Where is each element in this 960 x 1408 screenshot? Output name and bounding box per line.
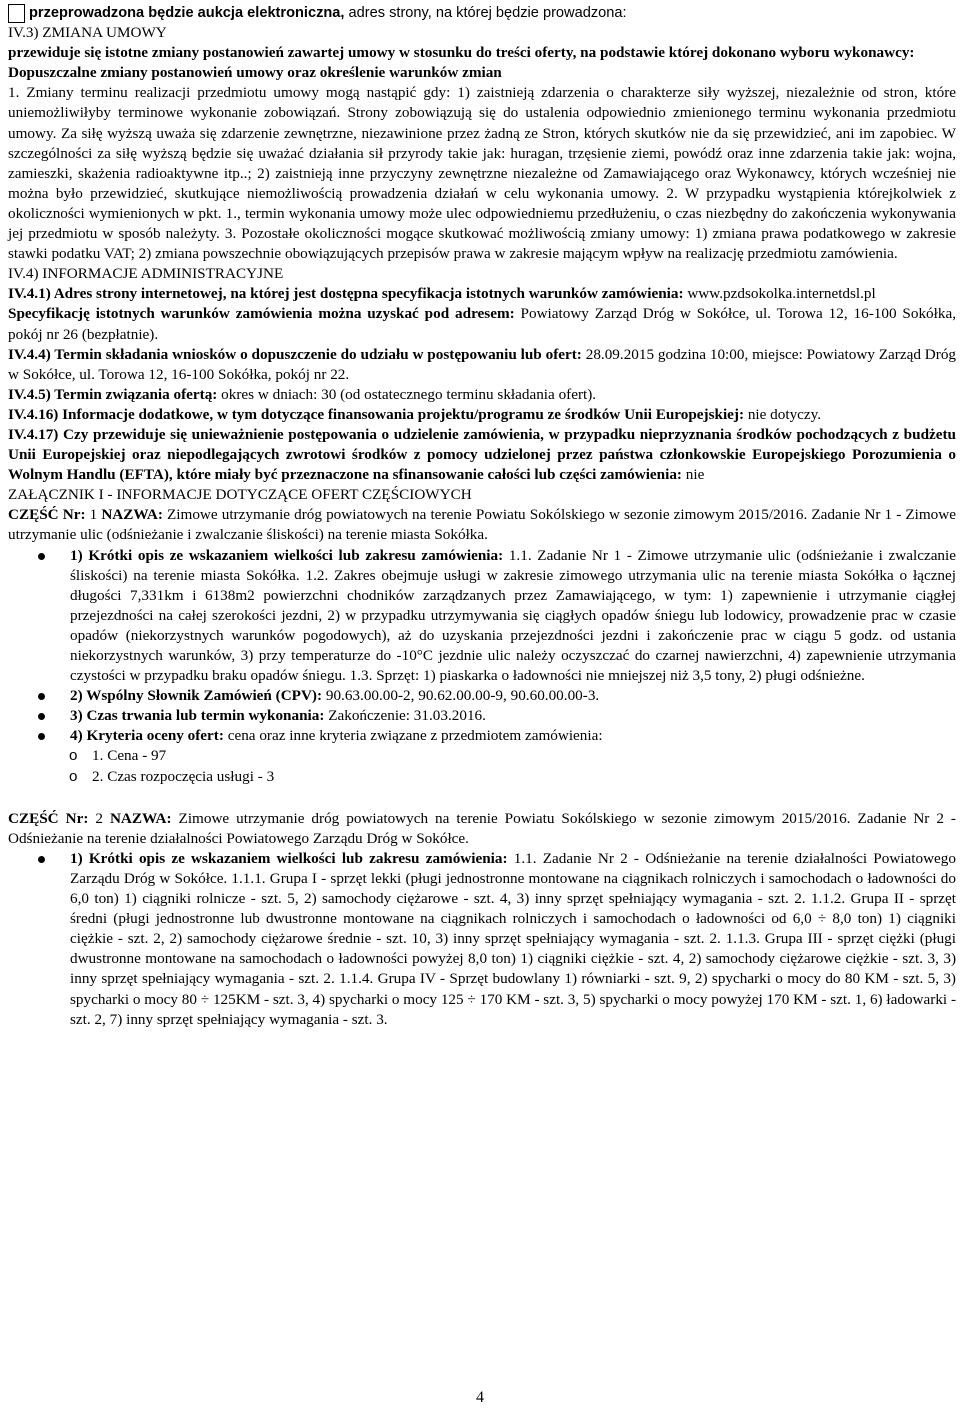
list-item — [8, 706, 956, 726]
iv44-text: 28.09.2015 godzina 10:00, miejsce: Powiatowy Zarząd Dróg w Sokółce, ul. Torowa 12, 16-100 Sokółka, pokój nr 22. — [8, 345, 957, 383]
auction-rest: adres strony, na której będzie prowadzona: — [344, 5, 627, 21]
auction-bold: przeprowadzona będzie aukcja elektroniczna, — [29, 5, 345, 21]
siwz-address-paragraph — [8, 304, 956, 344]
siwz-text: Powiatowy Zarząd Dróg w Sokółce, ul. Torowa 12, 16-100 Sokółka, pokój nr 26 (bezpłatnie). — [8, 305, 956, 343]
iv417-bold: IV.4.17) Czy przewiduje się unieważnienie postępowania o udzielenie zamówienia, w przypadku nieprzyznania środków pochodzących z budżetu Unii Europejskiej oraz niepodlegających zwrotowi środków z pomocy udzielonej przez państwa członkowskie Europejskiego Porozumienia o Wolnym Handlu (EFTA), które miały być przeznaczone na sfinansowanie całości lub części zamówienia: — [8, 425, 956, 484]
part1-number: 1 — [85, 506, 102, 524]
list-item — [8, 849, 956, 1030]
iv417-text: nie — [682, 466, 705, 484]
iv45-text: okres w dniach: 30 (od ostatecznego terminu składania ofert). — [217, 385, 597, 403]
siwz-bold: Specyfikację istotnych warunków zamówienia można uzyskać pod adresem: — [8, 305, 515, 323]
item-text: cena oraz inne kryteria związane z przedmiotem zamówienia: — [223, 727, 603, 745]
list-item — [8, 546, 956, 687]
item-label: 4) Kryteria oceny ofert: — [70, 727, 224, 745]
iv417-paragraph — [8, 425, 956, 485]
section-iv3-heading: IV.3) ZMIANA UMOWY — [8, 24, 167, 42]
section-iv3-intro — [8, 43, 956, 63]
item-label: 2) Wspólny Słownik Zamówień (CPV): — [70, 687, 323, 705]
auction-line — [8, 3, 956, 23]
section-iv4-heading: IV.4) INFORMACJE ADMINISTRACYJNE — [8, 265, 284, 283]
iv41-text: www.pzdsokolka.internetdsl.pl — [683, 285, 876, 303]
iv416-bold: IV.4.16) Informacje dodatkowe, w tym dotyczące finansowania projektu/programu ze środków Unii Europejskiej: — [8, 405, 745, 423]
auction-checkbox[interactable] — [8, 4, 25, 23]
iv416-paragraph — [8, 405, 956, 425]
criteria-item: o 1. Cena - 97 — [8, 746, 956, 766]
part2-name-label: NAZWA: — [109, 809, 172, 827]
part1-name: Zimowe utrzymanie dróg powiatowych na terenie Powiatu Sokólskiego w sezonie zimowym 2015/2016. Zadanie Nr 1 - Zimowe utrzymanie ulic (odśnieżanie i zwalczanie śliskości) na terenie miasta Sokółka. — [8, 506, 956, 544]
criteria-list — [8, 746, 956, 786]
part1-name-label: NAZWA: — [101, 506, 163, 524]
spacer — [8, 787, 956, 809]
section-iv3-body: 1. Zmiany terminu realizacji przedmiotu umowy mogą nastąpić gdy: 1) zaistnieją zdarzenia o charakterze siły wyższej, niezależnie od stron, które uniemożliwiłyby terminowe wykonanie zobowiązań. Strony zobowiązują się do ustalenia odpowiednio zmienionego terminu wykonania przedmiotu umowy. Za siłę wyższą uważa się zdarzenie zewnętrzne, niezawinione przez żadną ze Stron, których skutków nie da się przewidzieć, ani im zapobiec. W szczególności za siłę wyższą będzie się uważać działania sił przyrody takie jak: huragan, trzęsienie ziemi, powódź oraz inne zdarzenia takie jak: wojna, zamieszki, skażenia radioaktywne itp..; 2) zaistnieją inne przyczyny zewnętrzne niezależne od Zamawiającego oraz Wykonawcy, których wcześniej nie można było przewidzieć, skutkujące niemożliwością prowadzenia działań w celu wykonania umowy. 2. W przypadku wystąpienia którejkolwiek z okoliczności wymienionych w pkt. 1., termin wykonania umowy może ulec odpowiedniemu przedłużeniu, o czas niezbędny do zakończenia wykonywania jej przedmiotu w sposób należyty. 3. Pozostałe okoliczności mogące skutkować możliwością zmiany umowy: 1) zmiana prawa podatkowego w zakresie stawki podatku VAT; 2) zmiana powszechnie obowiązujących przepisów prawa w zakresie mającym wpływ na realizację przedmiotu zamówienia. — [8, 84, 956, 263]
criteria-item: o 2. Czas rozpoczęcia usługi - 3 — [8, 767, 956, 787]
part2-title — [8, 809, 956, 849]
iv41-paragraph — [8, 284, 956, 304]
iv45-paragraph — [8, 385, 956, 405]
iv44-paragraph — [8, 345, 956, 385]
item-text: 90.63.00.00-2, 90.62.00.00-9, 90.60.00.00-3. — [322, 687, 600, 705]
part2-list — [8, 849, 956, 1030]
document-content — [8, 3, 956, 1030]
iv41-bold: IV.4.1) Adres strony internetowej, na której jest dostępna specyfikacja istotnych warunków zamówienia: — [8, 285, 684, 303]
part2-name: Zimowe utrzymanie dróg powiatowych na terenie Powiatu Sokólskiego w sezonie zimowym 2015/2016. Zadanie Nr 2 - Odśnieżanie na terenie działalności Powiatowego Zarządu Dróg w Sokółce. — [8, 809, 956, 847]
iv45-bold: IV.4.5) Termin związania ofertą: — [8, 385, 218, 403]
part1-label: CZĘŚĆ Nr: — [8, 506, 86, 524]
annex-heading: ZAŁĄCZNIK I - INFORMACJE DOTYCZĄCE OFERT CZĘŚCIOWYCH — [8, 486, 472, 504]
item-text: Zakończenie: 31.03.2016. — [324, 707, 486, 725]
part1-list — [8, 546, 956, 747]
list-item — [8, 726, 956, 746]
part2-label: CZĘŚĆ Nr: — [8, 809, 89, 827]
list-item — [8, 686, 956, 706]
item-label: 3) Czas trwania lub termin wykonania: — [70, 707, 325, 725]
iv3-sub-bold: Dopuszczalne zmiany postanowień umowy oraz określenie warunków zmian — [8, 64, 502, 82]
item-text: 1.1. Zadanie Nr 2 - Odśnieżanie na terenie działalności Powiatowego Zarządu Dróg w Sokółce. 1.1.1. Grupa I - sprzęt lekki (pługi jednostronne montowane na ciągnikach rolniczych i samochodach o ładowności do 6,0 ton) 1) ciągniki rolnicze - szt. 5, 2) samochody ciężarowe - szt. 4, 3) inny sprzęt spełniający wymagania - szt. 2. 1.1.2. Grupa II - sprzęt średni (pługi jednostronne lub dwustronne montowane na ciągnikach rolniczych i samochodach o ładowności od 6,0 ÷ 8,0 ton) 1) ciągniki ciężkie - szt. 2, 2) samochody ciężarowe średnie - szt. 10, 3) inny sprzęt spełniający wymagania - szt. 2. 1.1.3. Grupa III - sprzęt ciężki (pługi dwustronne montowane na samochodach o ładowności powyżej 8,0 ton) 1) ciągniki ciężkie - szt. 4, 2) samochody ciężarowe ciężkie - szt. 3, 3) inny sprzęt spełniający wymagania - szt. 2. 1.1.4. Grupa IV - Sprzęt budowlany 1) równiarki - szt. 9, 2) spycharki o mocy do 80 KM - szt. 5, 3) spycharki o mocy 80 ÷ 125KM - szt. 3, 4) spycharki o mocy 125 ÷ 170 KM - szt. 3, 5) spycharki o mocy powyżej 170 KM - szt. 1, 6) ładowarki - szt. 2, 7) inny sprzęt spełniający wymagania - szt. 3. — [70, 849, 956, 1028]
iv416-text: nie dotyczy. — [744, 405, 822, 423]
item-label: 1) Krótki opis ze wskazaniem wielkości lub zakresu zamówienia: — [70, 546, 504, 564]
iv3-intro-bold: przewiduje się istotne zmiany postanowień zawartej umowy w stosunku do treści oferty, na podstawie której dokonano wyboru wykonawcy: — [8, 44, 915, 62]
section-iv3-subheading — [8, 63, 956, 83]
part2-number: 2 — [88, 809, 110, 827]
iv44-bold: IV.4.4) Termin składania wniosków o dopuszczenie do udziału w postępowaniu lub ofert: — [8, 345, 582, 363]
page-number: 4 — [476, 1389, 484, 1406]
item-text: 1.1. Zadanie Nr 1 - Zimowe utrzymanie ulic (odśnieżanie i zwalczanie śliskości) na terenie miasta Sokółka. 1.2. Zakres obejmuje usługi w zakresie zimowego utrzymania ulic na terenie miasta Sokółka o łącznej długości 7,331km i 6138m2 powierzchni chodników zarządzanych przez Zamawiającego, w tym: 1) zapewnienie i utrzymanie ciągłej przejezdności na całej szerokości jezdni, 2) w przypadku utrzymywania się ciągłych opadów śniegu lub lodowicy, prowadzenie prac w czasie opadów (niekorzystnych warunków pogodowych), aż do uzyskania przejezdności jezdni i zakończenie prac w ciągu 5 godz. od ustania niekorzystnych warunków, 3) przy temperaturze do -10°C jezdnie ulic należy oczyszczać do czarnej nawierzchni, 4) zapewnienie utrzymania czystości w przypadku braku opadów śniegu. 1.3. Sprzęt: 1) piaskarka o ładowności nie mniejszej niż 3,5 tony, 2) pługi odśnieżne. — [70, 546, 956, 685]
auction-text — [29, 3, 627, 23]
part1-title — [8, 505, 956, 545]
item-label: 1) Krótki opis ze wskazaniem wielkości lub zakresu zamówienia: — [70, 849, 508, 867]
